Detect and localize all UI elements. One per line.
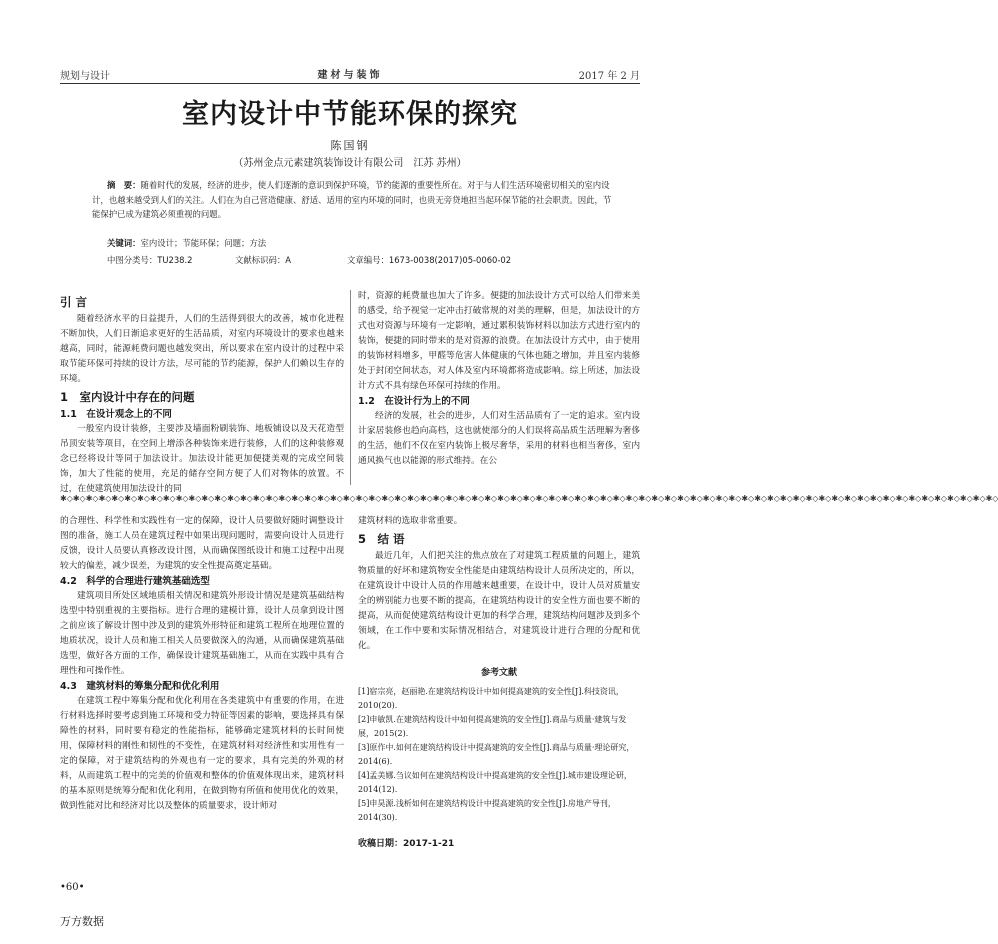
right-lower-paragraph: 建筑材料的选取非常重要。	[358, 516, 463, 526]
reference-item: [4]孟美娜.刍议如何在建筑结构设计中提高建筑的安全性[J].城市建设理论研，2014(12).	[358, 771, 632, 794]
paper-title: 室内设计中节能环保的探究	[182, 99, 518, 130]
section-1-1-heading: 1.1 在设计观念上的不同	[60, 409, 172, 420]
keywords-label: 关键词：	[107, 238, 141, 248]
abstract-text: 随着时代的发展，经济的进步，使人们逐渐的意识到保护环境，节约能源的重要性所在。对于与人们生活环境密切相关的室内设计，也越来越受到人们的关注。人们在为自己营造健康、舒适、适用的室内环境的同时，也贵无旁贷地担当起环保节能的社会职责。因此，节能保护已成为建筑必须重视的问题。	[92, 180, 612, 219]
header-journal: 建材与装饰	[317, 70, 383, 81]
right-upper-paragraph: 时，资源的耗费量也加大了许多。便捷的加法设计方式可以给人们带来美的感受，给予视觉一定冲击打破常规的对美的理解，但是，加法设计的方式也对资源与环境有一定影响，通过累积装饰材料以加法方式进行室内的装饰，便捷的同时带来的是对资源的浪费。在加法设计方式中，由于使用的装饰材料增多，甲醛等危害人体健康的气体也随之增加，并且室内装修处于封闭空间状态，对人体及室内环境都将造成影响。综上所述，加法设计方式不具有绿色环保可持续的作用。	[358, 291, 640, 391]
intro-paragraph: 随着经济水平的日益提升，人们的生活得到很大的改善，城市化进程不断加快，人们日渐追求更好的生活品质，对室内环境设计的要求也越来越高，同时，能源耗费问题也越发突出，所以要求在室内设计的过程中采取节能环保可持续的设计方法，尽可能的节约能源，保护人们赖以生存的环境。	[60, 314, 344, 384]
doc-code: 文献标识码：A	[235, 255, 291, 265]
reference-item: [5]申昊源.浅析如何在建筑结构设计中提高建筑的安全性[J].房地产导刊，2014(30).	[358, 799, 616, 822]
reference-item: [2]申敏凯.在建筑结构设计中如何提高建筑的安全性[J].商品与质量·建筑与发展，2015(2).	[358, 715, 627, 738]
abstract-label: 摘 要：	[107, 180, 141, 190]
references-heading: 参考文献	[480, 668, 517, 678]
section-5-paragraph: 最近几年，人们把关注的焦点放在了对建筑工程质量的问题上，建筑物质量的好坏和建筑物安全性能是由建筑结构设计人员所决定的，所以，在建筑设计中设计人员的作用越来越重要，在设计中，设计人员对质量安全的辨别能力也要不断的提高，在建筑结构设计的安全性方面也要不断的提高，从而促使建筑结构设计更加的科学合理，建筑结构问题涉及到多个领域，在工作中要和实际情况相结合，对建筑设计进行合理的分配和优化。	[358, 551, 640, 651]
header-rule	[60, 83, 640, 84]
section-4-2-paragraph: 建筑项目所处区域地质相关情况和建筑外形设计情况是建筑基础结构选型中特别重视的主要指标。进行合理的建模计算，设计人员拿到设计图之前应该了解设计图中涉及到的建筑外形特征和建筑工程所在地理位置的地质状况，设计人员和施工相关人员要做深入的沟通，从而确保建筑基础选型，做好各方面的工作，确保设计建筑基础施工，从而在实践中具有合理性和可操作性。	[60, 591, 344, 676]
section-5-heading: 5 结 语	[358, 532, 405, 546]
left-lower-paragraph: 的合理性、科学性和实践性有一定的保障，设计人员要做好随时调整设计图的准备，施工人员在建筑过程中如果出现问题时，需要向设计人员进行反馈，设计人员要认真修改设计图，从而确保图纸设计和施工过程中出现较大的偏差，减少误差，为建筑的安全性提高奠定基础。	[60, 516, 344, 571]
ornament-divider: ✱◇✱◇✱◇✱◇✱◇✱◇✱◇✱◇✱◇✱◇✱◇✱◇✱◇✱◇✱◇✱◇✱◇✱◇✱◇✱◇✱◇✱◇✱◇✱◇✱◇✱◇✱◇✱◇✱◇✱◇✱◇✱◇✱◇✱◇✱◇✱◇✱◇✱◇✱◇✱◇✱◇✱◇✱◇✱◇✱◇✱◇✱◇✱◇✱◇✱◇✱◇✱◇✱◇✱◇✱◇✱◇✱◇✱◇✱◇✱◇✱◇✱◇✱◇✱◇✱◇✱◇✱◇✱◇✱◇✱◇✱◇✱◇✱◇	[60, 494, 998, 503]
header-section: 规划与设计	[60, 71, 110, 82]
references-list	[358, 685, 640, 825]
section-1-2-heading: 1.2 在设计行为上的不同	[358, 396, 470, 407]
section-4-3-heading: 4.3 建筑材料的筹集分配和优化利用	[60, 681, 220, 692]
section-4-3-paragraph: 在建筑工程中筹集分配和优化利用在各类建筑中有重要的作用，在进行材料选择时要考虑到施工环境和受力特征等因素的影响，要选择具有保障性的材料，同时要有稳定的性能指标，能够确定建筑材料的长时间使用，保障材料的刚性和韧性的不变性，在建筑材料对经济性和实用性有一定的保障，对于建筑结构的外观也有一定的要求，具有完美的外观的材料，从而建筑工程中的完美的价值观和整体的价值观体现出来，建筑材料的基本原则是统筹分配和优化利用，在做到物有所值和使用优化的效果，做到性能对比和经济对比以及整体的质量要求，设计师对	[60, 696, 344, 811]
section-1-heading: 1 室内设计中存在的问题	[60, 390, 195, 404]
header-date: 2017 年 2 月	[578, 71, 640, 82]
section-4-2-heading: 4.2 科学的合理进行建筑基础选型	[60, 576, 210, 587]
reference-item: [1]宿宗亮，赵丽艳.在建筑结构设计中如何提高建筑的安全性[J].科技资讯，2010(20).	[358, 687, 624, 710]
section-1-1-paragraph: 一般室内设计装修，主要涉及墙面粉刷装饰、地板铺设以及天花造型吊顶安装等项目，在空间上增添各种装饰来进行装修，人们的这种装修观念已经将设计等同于加法设计。加法设计能更加便捷美观的完成空间装饰，加大了性能的使用，充足的储存空间方便了人们对物体的放置。不过，在使建筑使用加法设计的同	[60, 424, 344, 494]
reference-item: [3]原作中.如何在建筑结构设计中提高建筑的安全性[J].商品与质量·理论研究，2014(6).	[358, 743, 635, 766]
received-date: 收稿日期：2017-1-21	[358, 839, 455, 849]
column-right-lower	[358, 514, 640, 852]
intro-heading: 引 言	[60, 295, 88, 309]
column-divider	[350, 290, 351, 485]
clc-number: 中图分类号：TU238.2	[107, 255, 193, 265]
abstract	[92, 178, 612, 222]
keywords-text: 室内设计；节能环保；问题；方法	[140, 238, 267, 248]
column-right-upper	[358, 289, 640, 469]
running-header	[60, 65, 640, 81]
section-1-2-paragraph: 经济的发展，社会的进步，人们对生活品质有了一定的追求。室内设计家居装修也趋向高档，这也就使部分的人们误将高品质生活理解为奢侈的生活，他们不仅在室内装饰上极尽奢华，采用的材料也相当奢侈，室内通风换气也以能源的形式维持。在公	[358, 411, 640, 466]
page-number: •60•	[60, 882, 85, 893]
affiliation: （苏州金点元素建筑装饰设计有限公司 江苏 苏州）	[233, 158, 467, 169]
author: 陈国钢	[330, 139, 370, 152]
column-left-upper	[60, 292, 344, 497]
article-number: 文章编号：1673-0038(2017)05-0060-02	[347, 255, 512, 265]
column-left-lower	[60, 514, 344, 814]
keywords	[107, 237, 612, 249]
watermark-text: 万方数据	[60, 915, 104, 928]
